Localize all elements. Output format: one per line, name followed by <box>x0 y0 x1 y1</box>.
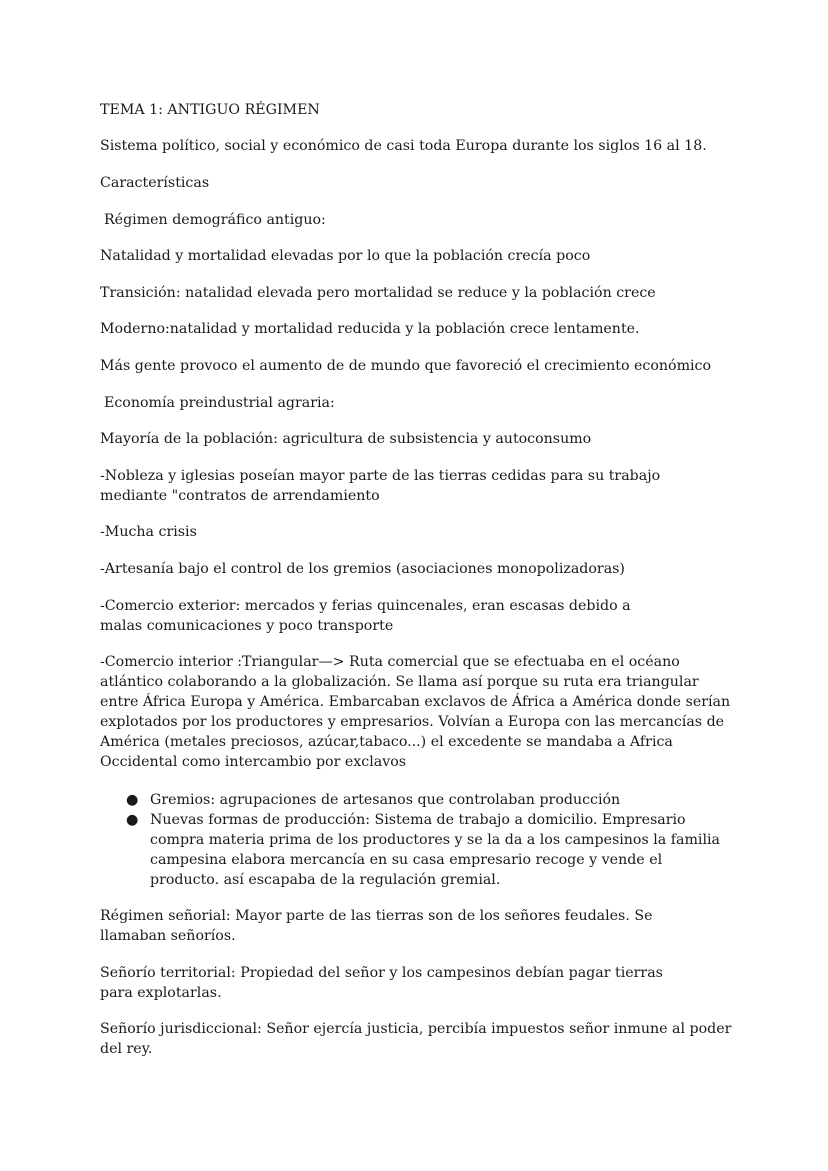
senorial-paragraph: Régimen señorial: Mayor parte de las tierras son de los señores feudales. Se llamaban señoríos. <box>100 908 653 944</box>
list-item-text: Nuevas formas de producción: Sistema de trabajo a domicilio. Empresario compra materia prima de los productores y se la da a los campesinos la familia campesina elabora mercancía en su casa empresario recoge y vende el producto. así escapaba de la regulación gremial. <box>150 812 721 888</box>
senorial-paragraph: Señorío territorial: Propiedad del señor y los campesinos debían pagar tierras para explotarlas. <box>100 965 663 1001</box>
economia-paragraph: -Comercio exterior: mercados y ferias quincenales, eran escasas debido a malas comunicaciones y poco transporte <box>100 598 631 634</box>
list-item <box>100 790 732 810</box>
document-title: TEMA 1: ANTIGUO RÉGIMEN <box>100 102 320 118</box>
economia-paragraph: Mayoría de la población: agricultura de subsistencia y autoconsumo <box>100 431 592 447</box>
demografico-heading: Régimen demográfico antiguo: <box>104 212 326 228</box>
economia-heading: Economía preindustrial agraria: <box>104 395 335 411</box>
intro-paragraph: Sistema político, social y económico de casi toda Europa durante los siglos 16 al 18. <box>100 138 707 154</box>
economia-paragraph: -Mucha crisis <box>100 524 197 540</box>
demografico-paragraph: Natalidad y mortalidad elevadas por lo que la población crecía poco <box>100 248 591 264</box>
demografico-paragraph: Más gente provoco el aumento de de mundo que favoreció el crecimiento económico <box>100 358 712 374</box>
senorial-paragraph: Señorío jurisdiccional: Señor ejercía justicia, percibía impuestos señor inmune al poder del rey. <box>100 1021 732 1057</box>
comercio-interior-paragraph: -Comercio interior :Triangular—> Ruta comercial que se efectuaba en el océano atlántico colaborando a la globalización. Se llama así porque su ruta era triangular entre África Europa y América. Embarcaban exclavos de África a América donde serían explotados por los productores y empresarios. Volvían a Europa con las mercancías de América (metales preciosos, azúcar,tabaco...) el excedente se mandaba a Africa Occidental como intercambio por exclavos <box>100 654 731 770</box>
demografico-paragraph: Transición: natalidad elevada pero mortalidad se reduce y la población crece <box>100 285 656 301</box>
bullet-icon: ● <box>126 812 139 828</box>
bullet-list <box>100 790 732 890</box>
list-item <box>100 810 732 890</box>
economia-paragraph: -Artesanía bajo el control de los gremios (asociaciones monopolizadoras) <box>100 561 625 577</box>
list-item-text: Gremios: agrupaciones de artesanos que controlaban producción <box>150 792 621 808</box>
economia-paragraph: -Nobleza y iglesias poseían mayor parte de las tierras cedidas para su trabajo mediante "contratos de arrendamiento <box>100 468 661 504</box>
caracteristicas-heading: Características <box>100 175 210 191</box>
demografico-paragraph: Moderno:natalidad y mortalidad reducida y la población crece lentamente. <box>100 321 640 337</box>
bullet-icon: ● <box>126 792 139 808</box>
